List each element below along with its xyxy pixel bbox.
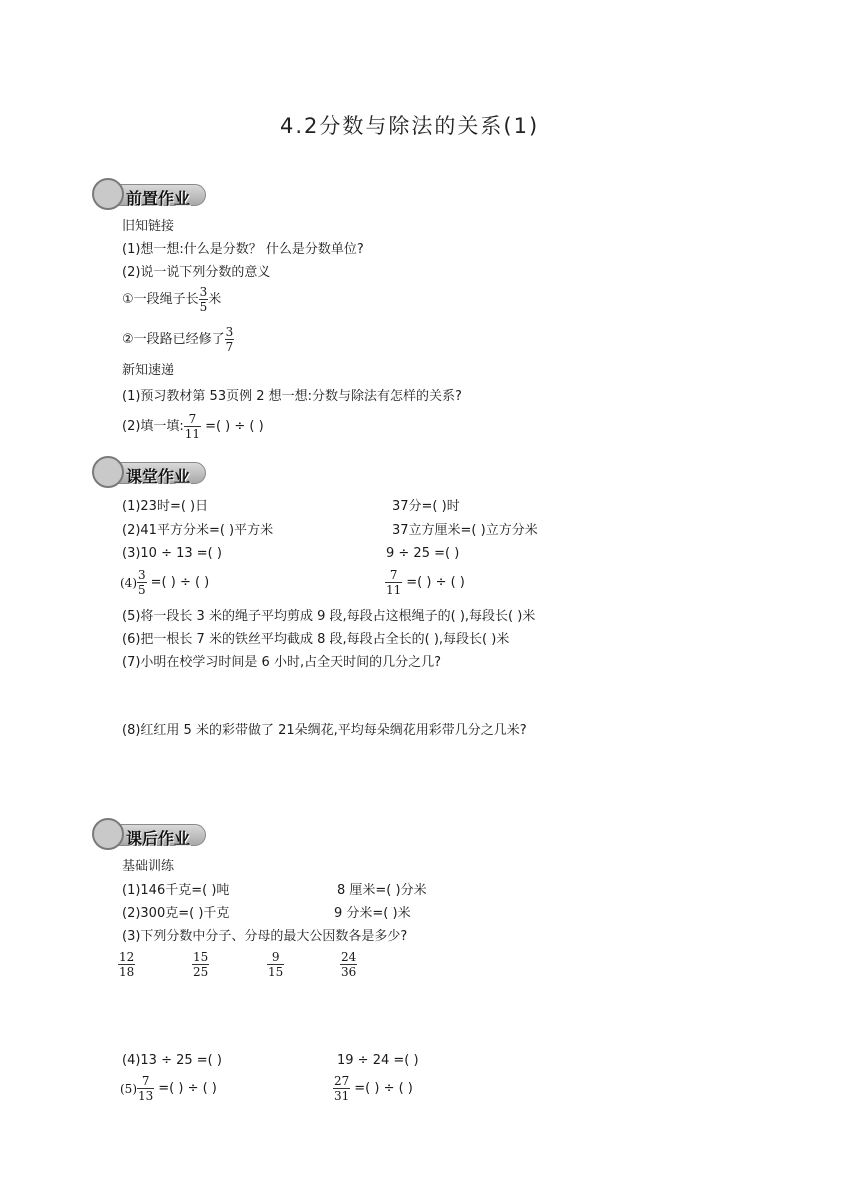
blank-expression: =( ) ÷ ( ) [205,419,264,434]
item-number: (5) [120,1081,137,1096]
fraction-item [120,568,209,597]
section-badge-after [92,818,212,850]
numerator: 12 [119,950,135,964]
item-text: ①一段绳子长 [122,292,199,307]
fraction-item [385,568,465,597]
subheading-basic-training: 基础训练 [122,859,175,874]
subheading-new-knowledge: 新知速递 [122,363,175,378]
question-text: (6)把一根长 7 米的铁丝平均截成 8 段,每段占全长的( ),每段长( )米 [122,632,510,647]
badge-label: 课堂作业 [126,467,191,486]
numerator: 15 [193,950,209,964]
fraction [225,325,235,354]
question-text: 37立方厘米=( )立方分米 [392,523,538,538]
fraction-item [122,325,234,354]
numerator: 3 [138,568,146,582]
numerator: 7 [137,1074,154,1089]
fraction [184,412,201,441]
question-text: 8 厘米=( )分米 [337,883,427,898]
blank-expression: =( ) ÷ ( ) [406,575,465,590]
question-text: (5)将一段长 3 米的绳子平均剪成 9 段,每段占这根绳子的( ),每段长( )米 [122,609,536,624]
fraction [118,950,135,979]
question-text: (4)13 ÷ 25 =( ) [122,1053,222,1068]
section-badge-class [92,456,212,488]
runner-emblem-icon [92,818,124,850]
denominator: 5 [199,300,208,314]
denominator: 11 [386,583,402,597]
fraction-item [122,412,264,441]
item-text: (2)填一填: [122,419,184,434]
denominator: 18 [119,965,135,979]
question-text: 9 ÷ 25 =( ) [386,546,460,561]
blank-expression: =( ) ÷ ( ) [158,1081,217,1096]
denominator: 7 [225,340,234,354]
fraction [333,1074,350,1103]
numerator: 24 [341,950,357,964]
numerator: 27 [334,1074,350,1088]
fraction-item [333,1074,413,1103]
fraction-item [118,950,135,979]
fraction-item [340,950,357,979]
question-text: (1)想一想:什么是分数？ 什么是分数单位? [122,242,364,257]
numerator: 3 [199,285,208,299]
fraction [192,950,209,979]
question-text: 19 ÷ 24 =( ) [337,1053,419,1068]
numerator: 7 [385,568,402,583]
numerator: 9 [267,950,284,965]
question-text: (7)小明在校学习时间是 6 小时,占全天时间的几分之几? [122,655,441,670]
badge-label: 前置作业 [126,189,191,208]
section-badge-pre [92,178,212,210]
question-text: 37分=( )时 [392,499,460,514]
play-emblem-icon [92,456,124,488]
fraction [137,568,147,597]
item-number: (4) [120,575,137,590]
fraction [267,950,284,979]
question-text: (3)下列分数中分子、分母的最大公因数各是多少? [122,929,408,944]
page-title: 4.2分数与除法的关系(1) [280,114,540,138]
question-text: 9 分米=( )米 [334,906,411,921]
question-text: (1)23时=( )日 [122,499,209,514]
item-text: ②一段路已经修了 [122,332,225,347]
fraction [199,285,209,314]
question-text: (2)41平方分米=( )平方米 [122,523,274,538]
fraction-item [192,950,209,979]
blank-expression: =( ) ÷ ( ) [354,1081,413,1096]
blank-expression: =( ) ÷ ( ) [150,575,210,590]
item-unit: 米 [208,292,222,307]
badge-label: 课后作业 [126,829,191,848]
fraction [340,950,357,979]
question-text: (8)红红用 5 米的彩带做了 21朵绸花,平均每朵绸花用彩带几分之几米? [122,723,527,738]
denominator: 36 [341,965,357,979]
question-text: (2)说一说下列分数的意义 [122,265,271,280]
denominator: 5 [138,583,146,597]
fraction [385,568,402,597]
fraction-item [267,950,284,979]
question-text: (1)146千克=( )吨 [122,883,230,898]
numerator: 3 [225,325,234,339]
numerator: 7 [184,412,201,427]
denominator: 11 [184,427,201,441]
denominator: 31 [334,1089,350,1103]
question-text: (1)预习教材第 53页例 2 想一想:分数与除法有怎样的关系? [122,389,462,404]
subheading-old-knowledge: 旧知链接 [122,219,175,234]
question-text: (2)300克=( )千克 [122,906,230,921]
fraction-item [120,1074,217,1103]
denominator: 25 [193,965,209,979]
fraction-item [122,285,221,314]
question-text: (3)10 ÷ 13 =( ) [122,546,222,561]
fraction [137,1074,154,1103]
denominator: 15 [268,965,284,979]
section-emblem-icon [92,178,124,210]
denominator: 13 [138,1089,154,1103]
